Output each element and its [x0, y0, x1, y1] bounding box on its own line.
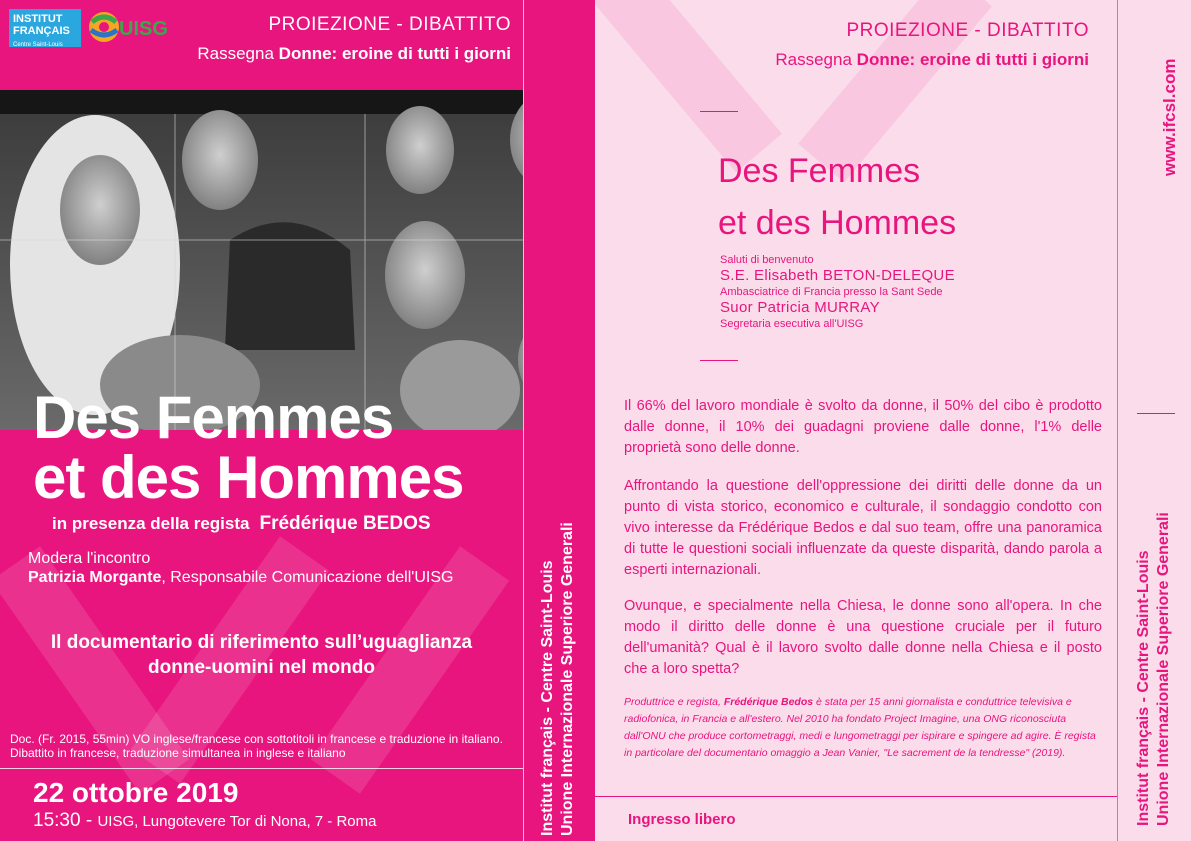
event-time-location — [33, 810, 376, 832]
paragraph-statistics: Il 66% del lavoro mondiale è svolto da donne, il 50% del cibo è prodotto dalle donne, il 10% dei guadagni proviene dalle donne, l'1% delle proprietà sono delle donne. — [624, 398, 1102, 456]
entrance-info: Ingresso libero — [628, 811, 736, 828]
moderator-label: Modera l'incontro — [28, 550, 151, 567]
divider — [700, 111, 738, 112]
guest-name: S.E. Elisabeth BETON-DELEQUE — [720, 267, 955, 284]
logo-text: FRANÇAIS — [13, 25, 70, 37]
series-title — [775, 50, 1089, 70]
right-title-line2: et des Hommes — [718, 204, 957, 242]
event-location: UISG, Lungotevere Tor di Nona, 7 - Roma — [97, 813, 377, 830]
event-time: 15:30 - — [33, 810, 93, 831]
event-date: 22 ottobre 2019 — [33, 777, 239, 808]
event-type: PROIEZIONE - DIBATTITO — [268, 14, 511, 35]
moderator-block — [28, 549, 453, 587]
series-name: Donne: eroine di tutti i giorni — [856, 50, 1089, 69]
divider — [1117, 0, 1118, 841]
guests-block — [720, 253, 955, 331]
organizer-2: Unione Internazionale Superiore Generali — [1155, 512, 1172, 826]
paragraph-church: Ovunque, e specialmente nella Chiesa, le donne sono all'opera. In che modo il diritto delle donne è una questione cruciale per il futuro dell'umanità? Qual è il lavoro svolto dalle donne nella Chiesa e il posto che a loro spetta? — [624, 598, 1102, 677]
director-bio — [624, 694, 1102, 762]
director-name: Frédérique BEDOS — [259, 513, 431, 534]
main-title — [33, 384, 464, 511]
organizer-1: Institut français - Centre Saint-Louis — [539, 560, 556, 836]
moderator-name: Patrizia Morgante — [28, 569, 162, 586]
divider — [0, 768, 523, 769]
bio-name: Frédérique Bedos — [723, 696, 814, 708]
documentary-tagline — [0, 630, 523, 680]
uisg-logo — [88, 8, 170, 46]
divider — [523, 0, 524, 841]
logo-text: INSTITUT — [13, 13, 63, 25]
paragraph-description: Affrontando la questione dell'oppressione dei diritti delle donne da un punto di vista storico, economico e culturale, il sondaggio condotto con vivo interesse da Frédérique Bedos e dal suo team, offre una panoramica di tutte le questioni sociali influenzate da queste disparità, dando parola a esperti internazionali. — [624, 478, 1102, 578]
vertical-organizers-right — [1134, 512, 1174, 826]
main-title-line1: Des Femmes — [33, 384, 394, 451]
documentary-info: Doc. (Fr. 2015, 55min) VO inglese/francese con sottotitoli in francese e traduzione in italiano. Dibattito in francese, traduzione simultanea in inglese e italiano — [10, 732, 503, 760]
guest-name: Suor Patricia MURRAY — [720, 299, 880, 316]
organizer-1: Institut français - Centre Saint-Louis — [1135, 550, 1152, 826]
series-name: Donne: eroine di tutti i giorni — [278, 44, 511, 63]
institut-francais-logo — [9, 9, 81, 47]
divider — [1137, 413, 1175, 414]
guest-role: Segretaria esecutiva all'UISG — [720, 318, 864, 330]
tagline-line2: donne-uomini nel mondo — [148, 657, 375, 678]
vertical-organizers — [538, 522, 578, 836]
uisg-logo-text: UISG — [119, 18, 168, 40]
organizer-2: Unione Internazionale Superiore Generali — [559, 522, 576, 836]
right-title-line1: Des Femmes — [718, 152, 921, 190]
children-photo — [0, 90, 523, 430]
guest-role: Ambasciatrice di Francia presso la Sant Sede — [720, 286, 943, 298]
event-type: PROIEZIONE - DIBATTITO — [846, 20, 1089, 41]
logo-subtext: Centre Saint-Louis — [13, 42, 63, 48]
left-panel — [0, 0, 595, 841]
bio-prefix: Produttrice e regista, — [624, 696, 721, 708]
header-right — [775, 20, 1089, 70]
website-link[interactable]: www.ifcsl.com — [1160, 58, 1179, 176]
divider — [700, 360, 738, 361]
divider — [595, 796, 1117, 797]
series-title — [197, 44, 511, 64]
moderator-role: , Responsabile Comunicazione dell'UISG — [161, 569, 454, 586]
series-prefix: Rassegna — [775, 50, 852, 69]
series-prefix: Rassegna — [197, 44, 274, 63]
director-presence — [52, 513, 431, 535]
right-title — [718, 145, 956, 249]
tagline-line1: Il documentario di riferimento sull’uguaglianza — [50, 632, 473, 653]
presence-prefix: in presenza della regista — [52, 514, 250, 533]
main-title-line2: et des Hommes — [33, 444, 464, 511]
bio-text: è stata per 15 anni giornalista e conduttrice televisiva e radiofonica, in Francia e all'estero. Nel 2010 ha fondato Project Imagine, una ONG riconosciuta dall'ONU che produce cortometraggi, medi e lungometraggi per ispirare e spingere ad agire. È regista in particolare del documentario omaggio a Jean Vanier, "Le sacrement de la tendresse" (2019). — [624, 696, 1096, 759]
header — [197, 14, 511, 64]
greeting-label: Saluti di benvenuto — [720, 254, 814, 266]
